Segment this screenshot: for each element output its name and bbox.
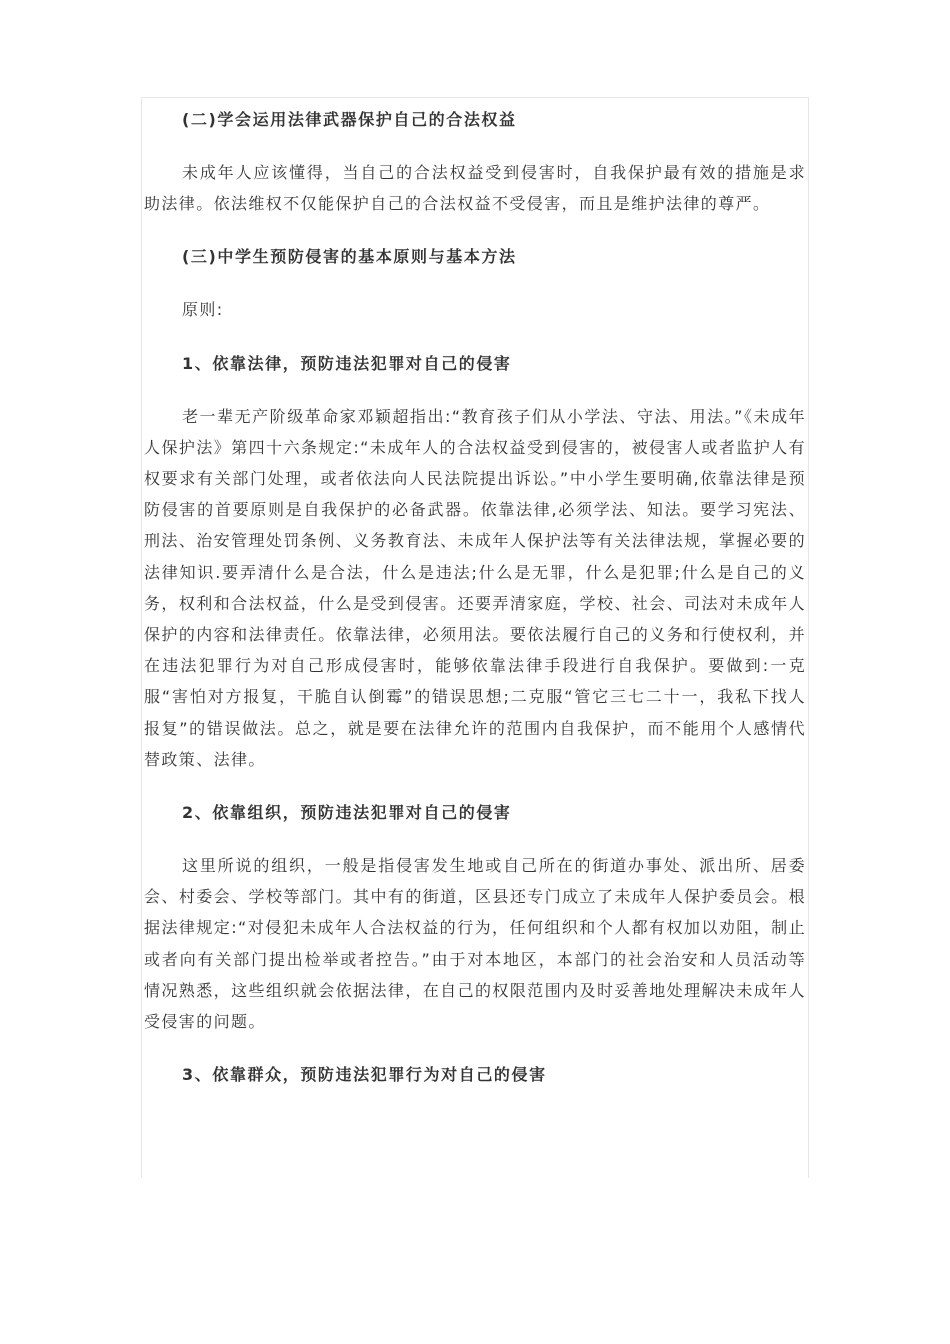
paragraph-principles-label: 原则: <box>182 300 224 320</box>
subheading-rely-on-law: 1、依靠法律，预防违法犯罪对自己的侵害 <box>182 353 512 373</box>
subheading-rely-on-organization: 2、依靠组织，预防违法犯罪对自己的侵害 <box>182 803 512 823</box>
paragraph-rely-on-organization: 这里所说的组织，一般是指侵害发生地或自己所在的街道办事处、派出所、居委会、村委会、学校等部门。其中有的街道，区县还专门成立了未成年人保护委员会。根据法律规定:“对侵犯未成年人合法权益的行为，任何组织和个人都有权加以劝阻，制止或者向有关部门提出检举或者控告。”由于对本地区，本部门的社会治安和人员活动等情况熟悉，这些组织就会依据法律，在自己的权限范围内及时妥善地处理解决未成年人受侵害的问题。 <box>144 856 806 1032</box>
paragraph-legal-weapons: 未成年人应该懂得，当自己的合法权益受到侵害时，自我保护最有效的措施是求助法律。依法维权不仅能保护自己的合法权益不受侵害，而且是维护法律的尊严。 <box>144 163 806 214</box>
section-heading-2: (二)学会运用法律武器保护自己的合法权益 <box>182 110 517 129</box>
subheading-rely-on-masses: 3、依靠群众，预防违法犯罪行为对自己的侵害 <box>182 1065 547 1085</box>
document-body <box>144 98 806 1112</box>
paragraph-rely-on-law: 老一辈无产阶级革命家邓颖超指出:“教育孩子们从小学法、守法、用法。”《未成年人保护法》第四十六条规定:“未成年人的合法权益受到侵害的，被侵害人或者监护人有权要求有关部门处理，或者依法向人民法院提出诉讼。”中小学生要明确,依靠法律是预防侵害的首要原则是自我保护的必备武器。依靠法律,必须学法、知法。要学习宪法、刑法、治安管理处罚条例、义务教育法、未成年人保护法等有关法律法规，掌握必要的法律知识.要弄清什么是合法，什么是违法;什么是无罪，什么是犯罪;什么是自己的义务，权利和合法权益，什么是受到侵害。还要弄清家庭，学校、社会、司法对未成年人保护的内容和法律责任。依靠法律，必须用法。要依法履行自己的义务和行使权利，并在违法犯罪行为对自己形成侵害时，能够依靠法律手段进行自我保护。要做到:一克服“害怕对方报复，干脆自认倒霉”的错误思想;二克服“管它三七二十一，我私下找人报复”的错误做法。总之，就是要在法律允许的范围内自我保护，而不能用个人感情代替政策、法律。 <box>144 406 806 769</box>
section-heading-3: (三)中学生预防侵害的基本原则与基本方法 <box>182 247 517 267</box>
